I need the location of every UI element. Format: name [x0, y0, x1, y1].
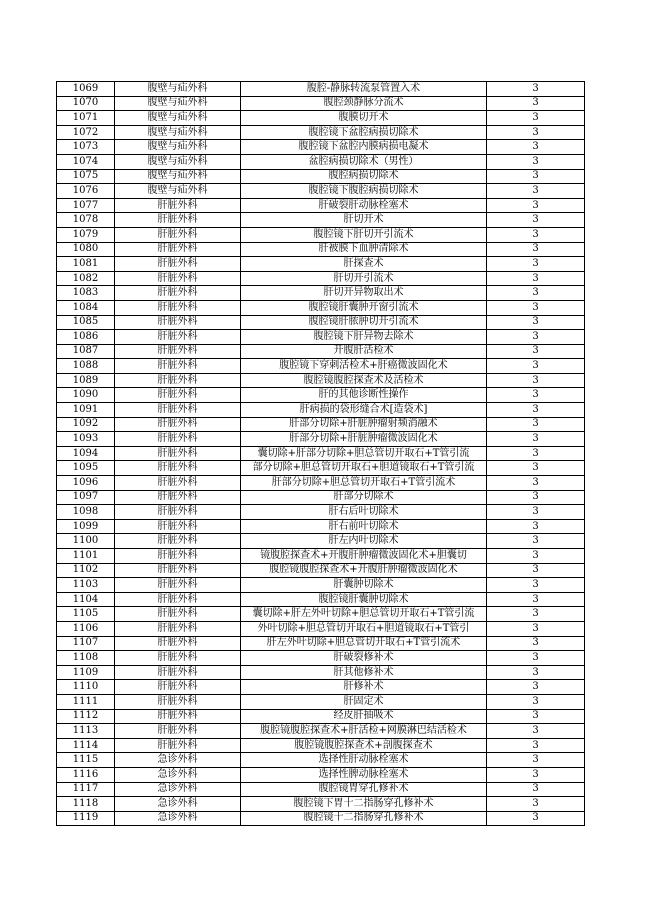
table-row: [57, 140, 585, 155]
department-cell: 急诊外科: [115, 811, 241, 826]
procedure-name-cell: 腹腔镜胃穿孔修补术: [241, 782, 487, 797]
table-row: [57, 767, 585, 782]
row-id-cell: 1101: [57, 549, 115, 564]
table-row: [57, 753, 585, 768]
level-cell: 3: [487, 184, 585, 199]
row-id-cell: 1106: [57, 621, 115, 636]
department-cell: 腹壁与疝外科: [115, 184, 241, 199]
table-row: [57, 680, 585, 695]
procedure-name-cell: 肝部分切除术: [241, 490, 487, 505]
procedure-name-cell: 肝的其他诊断性操作: [241, 388, 487, 403]
table-row: [57, 96, 585, 111]
table-row: [57, 82, 585, 97]
department-cell: 肝脏外科: [115, 344, 241, 359]
level-cell: 3: [487, 680, 585, 695]
row-id-cell: 1076: [57, 184, 115, 199]
level-cell: 3: [487, 330, 585, 345]
department-cell: 肝脏外科: [115, 549, 241, 564]
level-cell: 3: [487, 578, 585, 593]
department-cell: 肝脏外科: [115, 359, 241, 374]
department-cell: 肝脏外科: [115, 621, 241, 636]
department-cell: 肝脏外科: [115, 373, 241, 388]
row-id-cell: 1093: [57, 432, 115, 447]
row-id-cell: 1069: [57, 82, 115, 97]
department-cell: 肝脏外科: [115, 461, 241, 476]
table-row: [57, 534, 585, 549]
level-cell: 3: [487, 125, 585, 140]
procedure-name-cell: 盆腔病损切除术（男性）: [241, 154, 487, 169]
table-row: [57, 563, 585, 578]
department-cell: 肝脏外科: [115, 213, 241, 228]
table-row: [57, 476, 585, 491]
table-row: [57, 797, 585, 812]
department-cell: 肝脏外科: [115, 242, 241, 257]
row-id-cell: 1119: [57, 811, 115, 826]
procedure-name-cell: 肝左外叶切除+胆总管切开取石+T管引流术: [241, 636, 487, 651]
procedure-name-cell: 肝部分切除+肝脏肿瘤射频消融术: [241, 417, 487, 432]
table-row: [57, 403, 585, 418]
level-cell: 3: [487, 359, 585, 374]
department-cell: 腹壁与疝外科: [115, 96, 241, 111]
table-row: [57, 330, 585, 345]
procedure-name-cell: 肝破裂肝动脉栓塞术: [241, 198, 487, 213]
table-row: [57, 198, 585, 213]
row-id-cell: 1117: [57, 782, 115, 797]
procedure-name-cell: 腹腔病损切除术: [241, 169, 487, 184]
level-cell: 3: [487, 198, 585, 213]
table-row: [57, 388, 585, 403]
level-cell: 3: [487, 797, 585, 812]
table-row: [57, 549, 585, 564]
department-cell: 肝脏外科: [115, 286, 241, 301]
table-row: [57, 184, 585, 199]
procedure-name-cell: 腹腔镜肝囊肿切除术: [241, 592, 487, 607]
department-cell: 肝脏外科: [115, 300, 241, 315]
table-row: [57, 257, 585, 272]
row-id-cell: 1074: [57, 154, 115, 169]
row-id-cell: 1114: [57, 738, 115, 753]
table-row: [57, 519, 585, 534]
procedure-name-cell: 肝修补术: [241, 680, 487, 695]
table-row: [57, 738, 585, 753]
procedure-name-cell: 腹腔镜肝脓肿切开引流术: [241, 315, 487, 330]
department-cell: 肝脏外科: [115, 446, 241, 461]
row-id-cell: 1092: [57, 417, 115, 432]
table-row: [57, 359, 585, 374]
row-id-cell: 1088: [57, 359, 115, 374]
table-row: [57, 665, 585, 680]
table-row: [57, 811, 585, 826]
table-row: [57, 782, 585, 797]
level-cell: 3: [487, 738, 585, 753]
table-row: [57, 227, 585, 242]
table-row: [57, 271, 585, 286]
row-id-cell: 1118: [57, 797, 115, 812]
department-cell: 肝脏外科: [115, 198, 241, 213]
department-cell: 肝脏外科: [115, 578, 241, 593]
table-row: [57, 446, 585, 461]
level-cell: 3: [487, 811, 585, 826]
table-row: [57, 242, 585, 257]
level-cell: 3: [487, 403, 585, 418]
row-id-cell: 1072: [57, 125, 115, 140]
row-id-cell: 1100: [57, 534, 115, 549]
level-cell: 3: [487, 549, 585, 564]
row-id-cell: 1090: [57, 388, 115, 403]
level-cell: 3: [487, 476, 585, 491]
table-row: [57, 621, 585, 636]
level-cell: 3: [487, 592, 585, 607]
procedure-name-cell: 肝部分切除+肝脏肿瘤微波固化术: [241, 432, 487, 447]
department-cell: 肝脏外科: [115, 519, 241, 534]
department-cell: 肝脏外科: [115, 665, 241, 680]
row-id-cell: 1075: [57, 169, 115, 184]
procedure-name-cell: 腹腔镜下盆腔内膜病损电凝术: [241, 140, 487, 155]
row-id-cell: 1086: [57, 330, 115, 345]
level-cell: 3: [487, 651, 585, 666]
level-cell: 3: [487, 242, 585, 257]
level-cell: 3: [487, 111, 585, 126]
procedure-name-cell: 肝破裂修补术: [241, 651, 487, 666]
procedure-name-cell: 腹腔镜腹腔探查术+开腹肝肿瘤微波固化术: [241, 563, 487, 578]
level-cell: 3: [487, 169, 585, 184]
table-row: [57, 169, 585, 184]
level-cell: 3: [487, 286, 585, 301]
department-cell: 肝脏外科: [115, 607, 241, 622]
row-id-cell: 1085: [57, 315, 115, 330]
row-id-cell: 1084: [57, 300, 115, 315]
level-cell: 3: [487, 563, 585, 578]
department-cell: 肝脏外科: [115, 738, 241, 753]
department-cell: 肝脏外科: [115, 388, 241, 403]
row-id-cell: 1110: [57, 680, 115, 695]
procedure-name-cell: 肝被膜下血肿清除术: [241, 242, 487, 257]
department-cell: 肝脏外科: [115, 227, 241, 242]
procedure-name-cell: 囊切除+肝部分切除+胆总管切开取石+T管引流: [241, 446, 487, 461]
department-cell: 肝脏外科: [115, 724, 241, 739]
level-cell: 3: [487, 461, 585, 476]
department-cell: 腹壁与疝外科: [115, 169, 241, 184]
procedure-name-cell: 腹腔-静脉转流泵管置入术: [241, 82, 487, 97]
row-id-cell: 1099: [57, 519, 115, 534]
department-cell: 腹壁与疝外科: [115, 154, 241, 169]
row-id-cell: 1113: [57, 724, 115, 739]
level-cell: 3: [487, 446, 585, 461]
procedure-name-cell: 选择性肝动脉栓塞术: [241, 753, 487, 768]
procedure-name-cell: 肝切开引流术: [241, 271, 487, 286]
department-cell: 肝脏外科: [115, 490, 241, 505]
row-id-cell: 1095: [57, 461, 115, 476]
level-cell: 3: [487, 154, 585, 169]
level-cell: 3: [487, 724, 585, 739]
row-id-cell: 1083: [57, 286, 115, 301]
procedure-name-cell: 外叶切除+胆总管切开取石+胆道镜取石+T管引: [241, 621, 487, 636]
level-cell: 3: [487, 271, 585, 286]
procedure-name-cell: 腹腔镜下腹腔病损切除术: [241, 184, 487, 199]
table-row: [57, 592, 585, 607]
department-cell: 腹壁与疝外科: [115, 125, 241, 140]
table-row: [57, 154, 585, 169]
procedure-name-cell: 肝病损的袋形缝合术[造袋术]: [241, 403, 487, 418]
row-id-cell: 1104: [57, 592, 115, 607]
level-cell: 3: [487, 257, 585, 272]
procedure-name-cell: 腹腔镜下肝异物去除术: [241, 330, 487, 345]
row-id-cell: 1077: [57, 198, 115, 213]
level-cell: 3: [487, 227, 585, 242]
row-id-cell: 1078: [57, 213, 115, 228]
procedure-name-cell: 部分切除+胆总管切开取石+胆道镜取石+T管引流: [241, 461, 487, 476]
procedure-name-cell: 肝固定术: [241, 694, 487, 709]
level-cell: 3: [487, 607, 585, 622]
level-cell: 3: [487, 213, 585, 228]
row-id-cell: 1089: [57, 373, 115, 388]
department-cell: 肝脏外科: [115, 271, 241, 286]
department-cell: 肝脏外科: [115, 417, 241, 432]
procedure-name-cell: 开腹肝活检术: [241, 344, 487, 359]
table-row: [57, 724, 585, 739]
department-cell: 肝脏外科: [115, 315, 241, 330]
level-cell: 3: [487, 417, 585, 432]
row-id-cell: 1098: [57, 505, 115, 520]
procedure-name-cell: 腹腔镜下胃十二指肠穿孔修补术: [241, 797, 487, 812]
row-id-cell: 1109: [57, 665, 115, 680]
table-row: [57, 432, 585, 447]
row-id-cell: 1073: [57, 140, 115, 155]
procedure-name-cell: 腹腔镜十二指肠穿孔修补术: [241, 811, 487, 826]
table-row: [57, 505, 585, 520]
table-row: [57, 373, 585, 388]
table-row: [57, 490, 585, 505]
procedure-name-cell: 经皮肝抽吸术: [241, 709, 487, 724]
procedure-name-cell: 肝部分切除+胆总管切开取石+T管引流术: [241, 476, 487, 491]
department-cell: 急诊外科: [115, 797, 241, 812]
department-cell: 肝脏外科: [115, 651, 241, 666]
level-cell: 3: [487, 315, 585, 330]
row-id-cell: 1094: [57, 446, 115, 461]
procedure-name-cell: 肝右前叶切除术: [241, 519, 487, 534]
table-row: [57, 213, 585, 228]
table-row: [57, 417, 585, 432]
table-row: [57, 607, 585, 622]
level-cell: 3: [487, 300, 585, 315]
row-id-cell: 1116: [57, 767, 115, 782]
level-cell: 3: [487, 432, 585, 447]
procedure-name-cell: 肝探查术: [241, 257, 487, 272]
level-cell: 3: [487, 519, 585, 534]
procedure-name-cell: 肝囊肿切除术: [241, 578, 487, 593]
department-cell: 肝脏外科: [115, 330, 241, 345]
level-cell: 3: [487, 709, 585, 724]
department-cell: 肝脏外科: [115, 257, 241, 272]
row-id-cell: 1087: [57, 344, 115, 359]
procedure-name-cell: 腹腔镜腹腔探查术+剖腹探查术: [241, 738, 487, 753]
level-cell: 3: [487, 767, 585, 782]
level-cell: 3: [487, 82, 585, 97]
procedure-name-cell: 囊切除+肝左外叶切除+胆总管切开取石+T管引流: [241, 607, 487, 622]
department-cell: 肝脏外科: [115, 563, 241, 578]
level-cell: 3: [487, 344, 585, 359]
table-row: [57, 694, 585, 709]
table-body: [57, 82, 585, 826]
department-cell: 腹壁与疝外科: [115, 82, 241, 97]
level-cell: 3: [487, 621, 585, 636]
department-cell: 肝脏外科: [115, 403, 241, 418]
table-row: [57, 709, 585, 724]
row-id-cell: 1091: [57, 403, 115, 418]
table-row: [57, 300, 585, 315]
procedure-name-cell: 肝右后叶切除术: [241, 505, 487, 520]
department-cell: 腹壁与疝外科: [115, 140, 241, 155]
row-id-cell: 1103: [57, 578, 115, 593]
level-cell: 3: [487, 373, 585, 388]
department-cell: 急诊外科: [115, 767, 241, 782]
level-cell: 3: [487, 388, 585, 403]
procedure-name-cell: 腹腔镜下肝切开引流术: [241, 227, 487, 242]
row-id-cell: 1079: [57, 227, 115, 242]
department-cell: 肝脏外科: [115, 476, 241, 491]
department-cell: 肝脏外科: [115, 709, 241, 724]
table-row: [57, 315, 585, 330]
row-id-cell: 1112: [57, 709, 115, 724]
table-row: [57, 461, 585, 476]
row-id-cell: 1096: [57, 476, 115, 491]
department-cell: 肝脏外科: [115, 636, 241, 651]
row-id-cell: 1115: [57, 753, 115, 768]
row-id-cell: 1070: [57, 96, 115, 111]
procedure-table: [56, 81, 585, 826]
level-cell: 3: [487, 753, 585, 768]
level-cell: 3: [487, 665, 585, 680]
row-id-cell: 1107: [57, 636, 115, 651]
procedure-name-cell: 腹膜切开术: [241, 111, 487, 126]
department-cell: 肝脏外科: [115, 694, 241, 709]
level-cell: 3: [487, 782, 585, 797]
table-row: [57, 651, 585, 666]
table-row: [57, 578, 585, 593]
department-cell: 肝脏外科: [115, 432, 241, 447]
level-cell: 3: [487, 140, 585, 155]
row-id-cell: 1097: [57, 490, 115, 505]
procedure-name-cell: 肝切开术: [241, 213, 487, 228]
level-cell: 3: [487, 96, 585, 111]
procedure-name-cell: 腹腔镜下盆腔病损切除术: [241, 125, 487, 140]
procedure-name-cell: 腹腔颈静脉分流术: [241, 96, 487, 111]
procedure-name-cell: 肝左内叶切除术: [241, 534, 487, 549]
row-id-cell: 1081: [57, 257, 115, 272]
level-cell: 3: [487, 490, 585, 505]
procedure-name-cell: 腹腔镜腹腔探查术及活检术: [241, 373, 487, 388]
level-cell: 3: [487, 505, 585, 520]
department-cell: 肝脏外科: [115, 680, 241, 695]
procedure-name-cell: 肝切开异物取出术: [241, 286, 487, 301]
row-id-cell: 1102: [57, 563, 115, 578]
department-cell: 肝脏外科: [115, 534, 241, 549]
row-id-cell: 1082: [57, 271, 115, 286]
procedure-name-cell: 肝其他修补术: [241, 665, 487, 680]
department-cell: 肝脏外科: [115, 505, 241, 520]
row-id-cell: 1111: [57, 694, 115, 709]
level-cell: 3: [487, 636, 585, 651]
table-row: [57, 344, 585, 359]
level-cell: 3: [487, 694, 585, 709]
table-row: [57, 125, 585, 140]
table-row: [57, 111, 585, 126]
row-id-cell: 1105: [57, 607, 115, 622]
row-id-cell: 1108: [57, 651, 115, 666]
department-cell: 肝脏外科: [115, 592, 241, 607]
row-id-cell: 1080: [57, 242, 115, 257]
procedure-name-cell: 腹腔镜腹腔探查术+肝活检+网膜淋巴结活检术: [241, 724, 487, 739]
table-row: [57, 636, 585, 651]
department-cell: 急诊外科: [115, 753, 241, 768]
row-id-cell: 1071: [57, 111, 115, 126]
procedure-name-cell: 选择性脾动脉栓塞术: [241, 767, 487, 782]
procedure-name-cell: 腹腔镜肝囊肿开窗引流术: [241, 300, 487, 315]
procedure-name-cell: 镜腹腔探查术+开腹肝肿瘤微波固化术+胆囊切: [241, 549, 487, 564]
table-row: [57, 286, 585, 301]
department-cell: 急诊外科: [115, 782, 241, 797]
level-cell: 3: [487, 534, 585, 549]
department-cell: 腹壁与疝外科: [115, 111, 241, 126]
procedure-name-cell: 腹腔镜下穿刺活检术+肝癌微波固化术: [241, 359, 487, 374]
